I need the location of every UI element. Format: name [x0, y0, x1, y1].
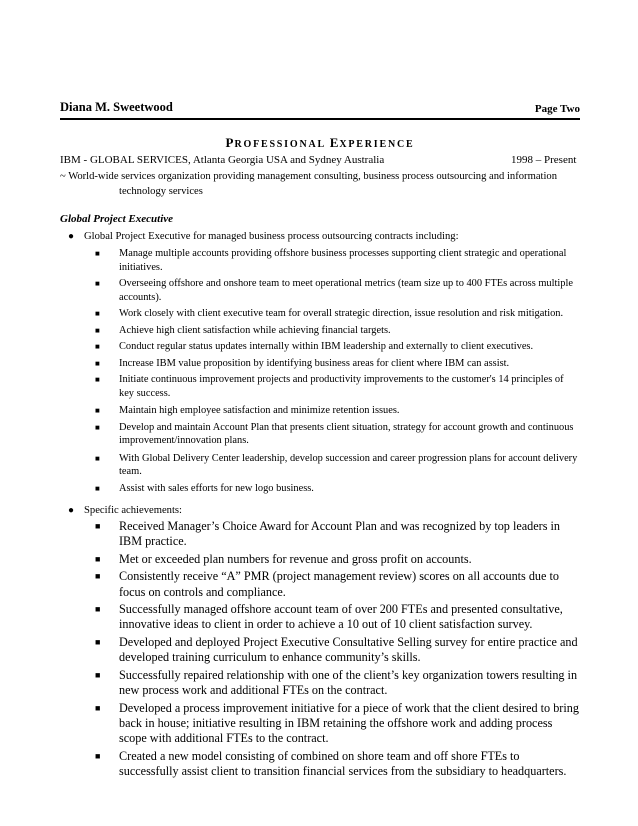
candidate-name: Diana M. Sweetwood [60, 100, 173, 114]
achievement-item: ■ Created a new model consisting of combined on shore team and off shore FTEs to successfully assist client to transition financial services from the subsidiary to headquarters. [95, 748, 567, 778]
bullet-icon: ● [68, 231, 75, 242]
company-description-line-2: technology services [119, 185, 203, 197]
achievement-item: ■ Developed and deployed Project Executive Consultative Selling survey for entire practice and developed training curriculum to enhance community’s skills. [95, 634, 578, 665]
square-bullet-icon: ■ [95, 249, 100, 258]
square-bullet-icon: ■ [95, 309, 100, 318]
square-bullet-icon: ■ [95, 553, 101, 564]
duty-item: ■ Manage multiple accounts providing offshore business processes supporting client strategic and operational initiatives. [95, 248, 567, 273]
square-bullet-icon: ■ [95, 406, 100, 415]
duty-item: ■ With Global Delivery Center leadership, develop succession and career progression plans for account delivery team. [95, 452, 578, 477]
square-bullet-icon: ■ [95, 358, 100, 368]
duty-item: ■ Work closely with client executive team for overall strategic direction, issue resolution and risk mitigation. [95, 308, 564, 319]
achievement-item: ■ Consistently receive “A” PMR (project management review) scores on all accounts due to focus on controls and compliance. [95, 569, 559, 599]
achievement-item: ■ Successfully repaired relationship with one of the client’s key organization towers resulting in new process work and additional FTEs on the contract. [95, 667, 578, 697]
achievements-list [60, 519, 580, 781]
role-title: Global Project Executive [60, 213, 174, 225]
employment-dates: 1998 – Present [511, 154, 577, 166]
square-bullet-icon: ■ [95, 571, 101, 582]
square-bullet-icon: ■ [95, 702, 101, 713]
square-bullet-icon: ■ [95, 279, 100, 288]
square-bullet-icon: ■ [95, 669, 101, 680]
duty-item: ■ Assist with sales efforts for new logo business. [95, 482, 314, 494]
section-title: PROFESSIONAL EXPERIENCE [225, 135, 415, 150]
duty-item: ■ Increase IBM value proposition by identifying business areas for client where IBM can assist. [95, 357, 510, 369]
achievement-item: ■ Received Manager’s Choice Award for Account Plan and was recognized by top leaders in IBM practice. [95, 519, 560, 549]
company-name: IBM - GLOBAL SERVICES, Atlanta Georgia USA and Sydney Australia [60, 154, 385, 166]
square-bullet-icon: ■ [95, 422, 100, 432]
square-bullet-icon: ■ [95, 375, 100, 384]
page-header [60, 100, 580, 120]
duty-item: ■ Initiate continuous improvement projects and productivity improvements to the customer's 14 principles of key success. [95, 374, 564, 399]
duty-item: ■ Overseeing offshore and onshore team to meet operational metrics (team size up to 400 FTEs across multiple accounts). [95, 278, 573, 303]
company-line [60, 153, 580, 167]
square-bullet-icon: ■ [95, 483, 100, 493]
company-description [60, 170, 580, 199]
square-bullet-icon: ■ [95, 325, 100, 335]
bullet-icon: ● [68, 505, 75, 516]
achievement-item: ■ Met or exceeded plan numbers for revenue and gross profit on accounts. [95, 551, 472, 566]
square-bullet-icon: ■ [95, 453, 100, 463]
achievement-item: ■ Developed a process improvement initiative for a piece of work that the client desired to bring back in house; initiative resulting in IBM retaining the offshore work and adding process scope with additional FTEs to the contract. [95, 700, 579, 745]
duty-item: ■ Develop and maintain Account Plan that presents client situation, strategy for account growth and continuous improvement/innovation plans. [95, 421, 574, 446]
duty-item: ■ Maintain high employee satisfaction and minimize retention issues. [95, 405, 400, 416]
square-bullet-icon: ■ [95, 604, 101, 615]
square-bullet-icon: ■ [95, 750, 101, 761]
duties-list [60, 247, 580, 495]
square-bullet-icon: ■ [95, 342, 100, 351]
role-summary: Global Project Executive for managed business process outsourcing contracts including: [84, 231, 459, 242]
achievements-label: Specific achievements: [84, 505, 182, 516]
page-number: Page Two [534, 103, 580, 115]
square-bullet-icon: ■ [95, 636, 101, 647]
square-bullet-icon: ■ [95, 521, 101, 531]
duty-item: ■ Conduct regular status updates internally within IBM leadership and externally to client executives. [95, 341, 534, 352]
achievement-item: ■ Successfully managed offshore account team of over 200 FTEs and presented consultative, innovative ideas to client in order to achieve a 10 out of 10 client satisfaction survey. [95, 602, 563, 632]
company-description-line-1: ~ World-wide services organization providing management consulting, business process outsourcing and information [60, 171, 557, 182]
duty-item: ■ Achieve high client satisfaction while achieving financial targets. [95, 324, 391, 336]
